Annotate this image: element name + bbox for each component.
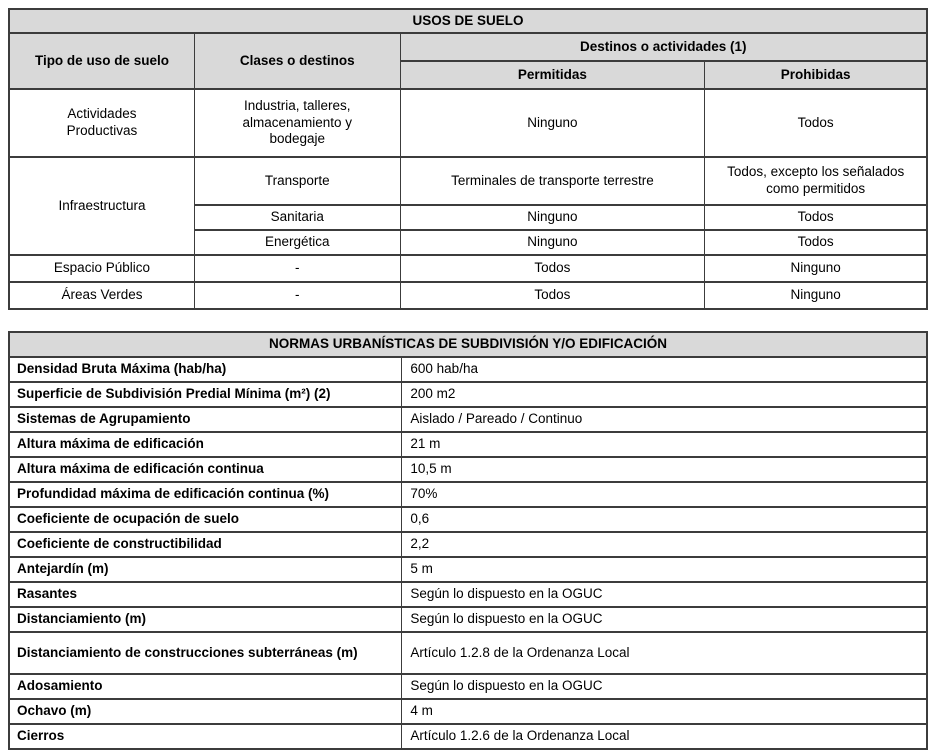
norm-value: 0,6 [402, 507, 927, 532]
cell-prohibidas: Todos [705, 205, 927, 230]
usos-row-actividades-productivas [9, 89, 927, 157]
norm-label: Altura máxima de edificación continua [9, 457, 402, 482]
usos-row-areas-verdes [9, 282, 927, 309]
normas-row-superficie [9, 382, 927, 407]
normas-urbanisticas-table [8, 331, 928, 750]
norm-label: Cierros [9, 724, 402, 749]
cell-tipo-espacio-publico: Espacio Público [9, 255, 194, 282]
norm-value: 70% [402, 482, 927, 507]
normas-row-altura-maxima [9, 432, 927, 457]
cell-tipo-areas-verdes: Áreas Verdes [9, 282, 194, 309]
norm-value: Artículo 1.2.8 de la Ordenanza Local [402, 632, 927, 674]
usos-de-suelo-table [8, 8, 928, 310]
norm-value: Según lo dispuesto en la OGUC [402, 607, 927, 632]
norm-label: Coeficiente de constructibilidad [9, 532, 402, 557]
cell-permitidas: Ninguno [400, 230, 705, 255]
norm-value: Según lo dispuesto en la OGUC [402, 582, 927, 607]
norm-value: Aislado / Pareado / Continuo [402, 407, 927, 432]
cell-text: Actividades Productivas [66, 106, 138, 138]
norm-value: 21 m [402, 432, 927, 457]
normas-row-profundidad [9, 482, 927, 507]
cell-permitidas: Ninguno [400, 89, 705, 157]
usos-header-tipo: Tipo de uso de suelo [9, 33, 194, 89]
normas-row-densidad [9, 357, 927, 382]
cell-permitidas: Todos [400, 255, 705, 282]
norm-label: Rasantes [9, 582, 402, 607]
normas-title-row [9, 332, 927, 357]
cell-prohibidas: Todos [705, 230, 927, 255]
norm-label: Altura máxima de edificación [9, 432, 402, 457]
cell-clase-sanitaria: Sanitaria [194, 205, 400, 230]
norm-label: Coeficiente de ocupación de suelo [9, 507, 402, 532]
cell-tipo-actividades [9, 89, 194, 157]
cell-clase-dash: - [194, 255, 400, 282]
norm-label: Distanciamiento (m) [9, 607, 402, 632]
usos-header-destinos: Destinos o actividades (1) [400, 33, 927, 61]
usos-title-row [9, 9, 927, 33]
norm-label: Densidad Bruta Máxima (hab/ha) [9, 357, 402, 382]
usos-row-espacio-publico [9, 255, 927, 282]
norm-label: Profundidad máxima de edificación continua (%) [9, 482, 402, 507]
usos-header-clases: Clases o destinos [194, 33, 400, 89]
cell-permitidas: Ninguno [400, 205, 705, 230]
normas-row-agrupamiento [9, 407, 927, 432]
usos-header-row-1 [9, 33, 927, 61]
cell-prohibidas: Todos [705, 89, 927, 157]
cell-clase-energetica: Energética [194, 230, 400, 255]
usos-header-permitidas: Permitidas [400, 61, 705, 89]
cell-clase-dash: - [194, 282, 400, 309]
norm-label: Superficie de Subdivisión Predial Mínima (m²) (2) [9, 382, 402, 407]
norm-value: 5 m [402, 557, 927, 582]
norm-label: Ochavo (m) [9, 699, 402, 724]
cell-permitidas: Todos [400, 282, 705, 309]
normas-row-antejardin [9, 557, 927, 582]
norm-value: 10,5 m [402, 457, 927, 482]
cell-clase-transporte: Transporte [194, 157, 400, 205]
norm-value: 200 m2 [402, 382, 927, 407]
normas-row-altura-continua [9, 457, 927, 482]
usos-row-infraestructura-transporte [9, 157, 927, 205]
normas-row-adosamiento [9, 674, 927, 699]
normas-row-distanciamiento-subterraneas [9, 632, 927, 674]
cell-prohibidas: Ninguno [705, 255, 927, 282]
norm-value: Artículo 1.2.6 de la Ordenanza Local [402, 724, 927, 749]
cell-prohibidas [705, 157, 927, 205]
norm-label: Distanciamiento de construcciones subterráneas (m) [9, 632, 402, 674]
norm-label: Antejardín (m) [9, 557, 402, 582]
cell-permitidas: Terminales de transporte terrestre [400, 157, 705, 205]
cell-text: Industria, talleres, almacenamiento y bodegaje [242, 97, 353, 147]
cell-tipo-infraestructura: Infraestructura [9, 157, 194, 255]
normas-row-distanciamiento [9, 607, 927, 632]
normas-row-cierros [9, 724, 927, 749]
cell-clase-industria [194, 89, 400, 157]
usos-header-prohibidas: Prohibidas [705, 61, 927, 89]
cell-text: Todos, excepto los señalados como permitidos [727, 164, 905, 196]
normas-table-title: NORMAS URBANÍSTICAS DE SUBDIVISIÓN Y/O EDIFICACIÓN [9, 332, 927, 357]
norm-value: Según lo dispuesto en la OGUC [402, 674, 927, 699]
cell-prohibidas: Ninguno [705, 282, 927, 309]
normas-row-ocupacion [9, 507, 927, 532]
norm-value: 2,2 [402, 532, 927, 557]
norm-label: Adosamiento [9, 674, 402, 699]
normas-row-rasantes [9, 582, 927, 607]
norm-value: 600 hab/ha [402, 357, 927, 382]
usos-table-title: USOS DE SUELO [9, 9, 927, 33]
norm-value: 4 m [402, 699, 927, 724]
norm-label: Sistemas de Agrupamiento [9, 407, 402, 432]
normas-row-constructibilidad [9, 532, 927, 557]
